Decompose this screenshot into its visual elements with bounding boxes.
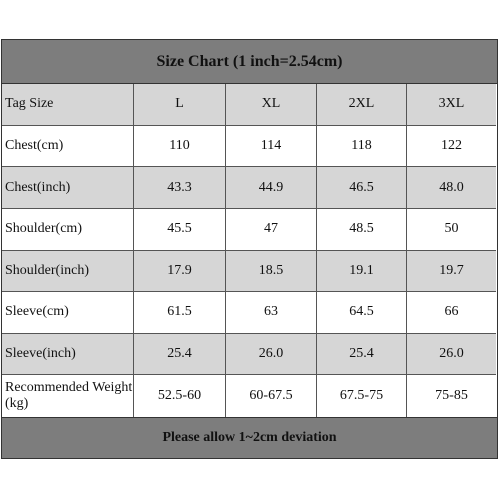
table-cell: 50 xyxy=(407,209,496,251)
table-cell: 45.5 xyxy=(134,209,226,251)
table-cell: 43.3 xyxy=(134,167,226,209)
table-cell: 52.5-60 xyxy=(134,375,226,417)
row-label-chest-cm: Chest(cm) xyxy=(2,126,134,168)
table-cell: 122 xyxy=(407,126,496,168)
table-cell: 44.9 xyxy=(226,167,317,209)
table-cell: 75-85 xyxy=(407,375,496,417)
table-cell: 19.1 xyxy=(317,251,407,293)
header-cell-l: L xyxy=(134,84,226,126)
header-cell-3xl: 3XL xyxy=(407,84,496,126)
size-chart xyxy=(1,39,498,459)
table-cell: 67.5-75 xyxy=(317,375,407,417)
table-cell: 63 xyxy=(226,292,317,334)
table-cell: 60-67.5 xyxy=(226,375,317,417)
table-cell: 118 xyxy=(317,126,407,168)
table-cell: 19.7 xyxy=(407,251,496,293)
row-label-sleeve-inch: Sleeve(inch) xyxy=(2,334,134,376)
row-label-shoulder-cm: Shoulder(cm) xyxy=(2,209,134,251)
table-cell: 18.5 xyxy=(226,251,317,293)
table-cell: 110 xyxy=(134,126,226,168)
table-cell: 61.5 xyxy=(134,292,226,334)
size-table xyxy=(2,84,497,417)
header-cell-tag-size: Tag Size xyxy=(2,84,134,126)
table-cell: 48.5 xyxy=(317,209,407,251)
row-label-recommended-weight: Recommended Weight (kg) xyxy=(2,375,134,417)
table-cell: 46.5 xyxy=(317,167,407,209)
table-cell: 64.5 xyxy=(317,292,407,334)
table-cell: 66 xyxy=(407,292,496,334)
size-chart-title: Size Chart (1 inch=2.54cm) xyxy=(2,40,497,84)
header-cell-xl: XL xyxy=(226,84,317,126)
row-label-shoulder-inch: Shoulder(inch) xyxy=(2,251,134,293)
row-label-sleeve-cm: Sleeve(cm) xyxy=(2,292,134,334)
table-cell: 47 xyxy=(226,209,317,251)
table-cell: 25.4 xyxy=(317,334,407,376)
table-cell: 26.0 xyxy=(226,334,317,376)
table-cell: 114 xyxy=(226,126,317,168)
row-label-chest-inch: Chest(inch) xyxy=(2,167,134,209)
table-cell: 26.0 xyxy=(407,334,496,376)
table-cell: 48.0 xyxy=(407,167,496,209)
deviation-note: Please allow 1~2cm deviation xyxy=(2,417,497,458)
table-cell: 25.4 xyxy=(134,334,226,376)
table-cell: 17.9 xyxy=(134,251,226,293)
header-cell-2xl: 2XL xyxy=(317,84,407,126)
